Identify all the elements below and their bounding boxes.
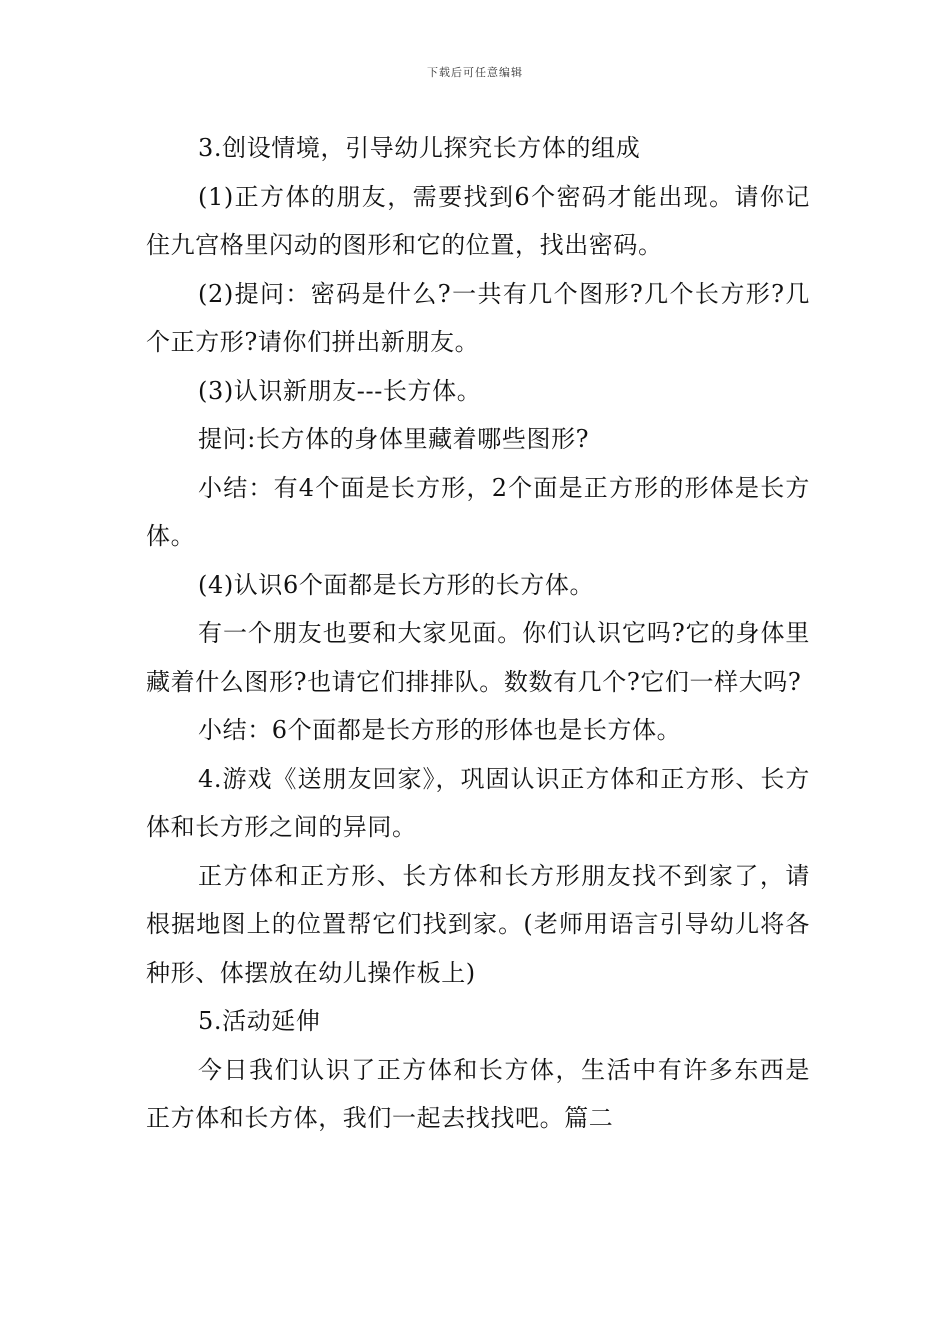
paragraph-new-friend: 有一个朋友也要和大家见面。你们认识它吗?它的身体里藏着什么图形?也请它们排排队。数数有几个?它们一样大吗?	[146, 619, 810, 696]
paragraph-summary-1: 小结：有4个面是长方形，2个面是正方形的形体是长方体。	[146, 473, 810, 550]
paragraph-section-5-heading: 5.活动延伸	[198, 1007, 321, 1035]
paragraph-step-4: (4)认识6个面都是长方形的长方体。	[198, 570, 595, 599]
paragraph-extension: 今日我们认识了正方体和长方体，生活中有许多东西是正方体和长方体，我们一起去找找吧。篇二	[146, 1055, 810, 1132]
paragraph-section-4-game: 4.游戏《送朋友回家》，巩固认识正方体和正方形、长方体和长方形之间的异同。	[146, 764, 810, 841]
paragraph-summary-2: 小结：6个面都是长方形的形体也是长方体。	[198, 716, 682, 744]
paragraph-step-1: (1)正方体的朋友，需要找到6个密码才能出现。请你记住九宫格里闪动的图形和它的位置，找出密码。	[146, 182, 810, 259]
paragraph-game-instructions: 正方体和正方形、长方体和长方形朋友找不到家了，请根据地图上的位置帮它们找到家。(老师用语言引导幼儿将各种形、体摆放在幼儿操作板上)	[146, 861, 810, 987]
paragraph-step-2: (2)提问：密码是什么?一共有几个图形?几个长方形?几个正方形?请你们拼出新朋友。	[146, 279, 810, 356]
document-body	[146, 124, 810, 1143]
paragraph-section-3-heading: 3.创设情境，引导幼儿探究长方体的组成	[198, 134, 641, 162]
paragraph-step-3: (3)认识新朋友---长方体。	[198, 376, 482, 405]
page-header-note: 下载后可任意编辑	[427, 66, 523, 79]
paragraph-question: 提问:长方体的身体里藏着哪些图形?	[198, 425, 590, 453]
